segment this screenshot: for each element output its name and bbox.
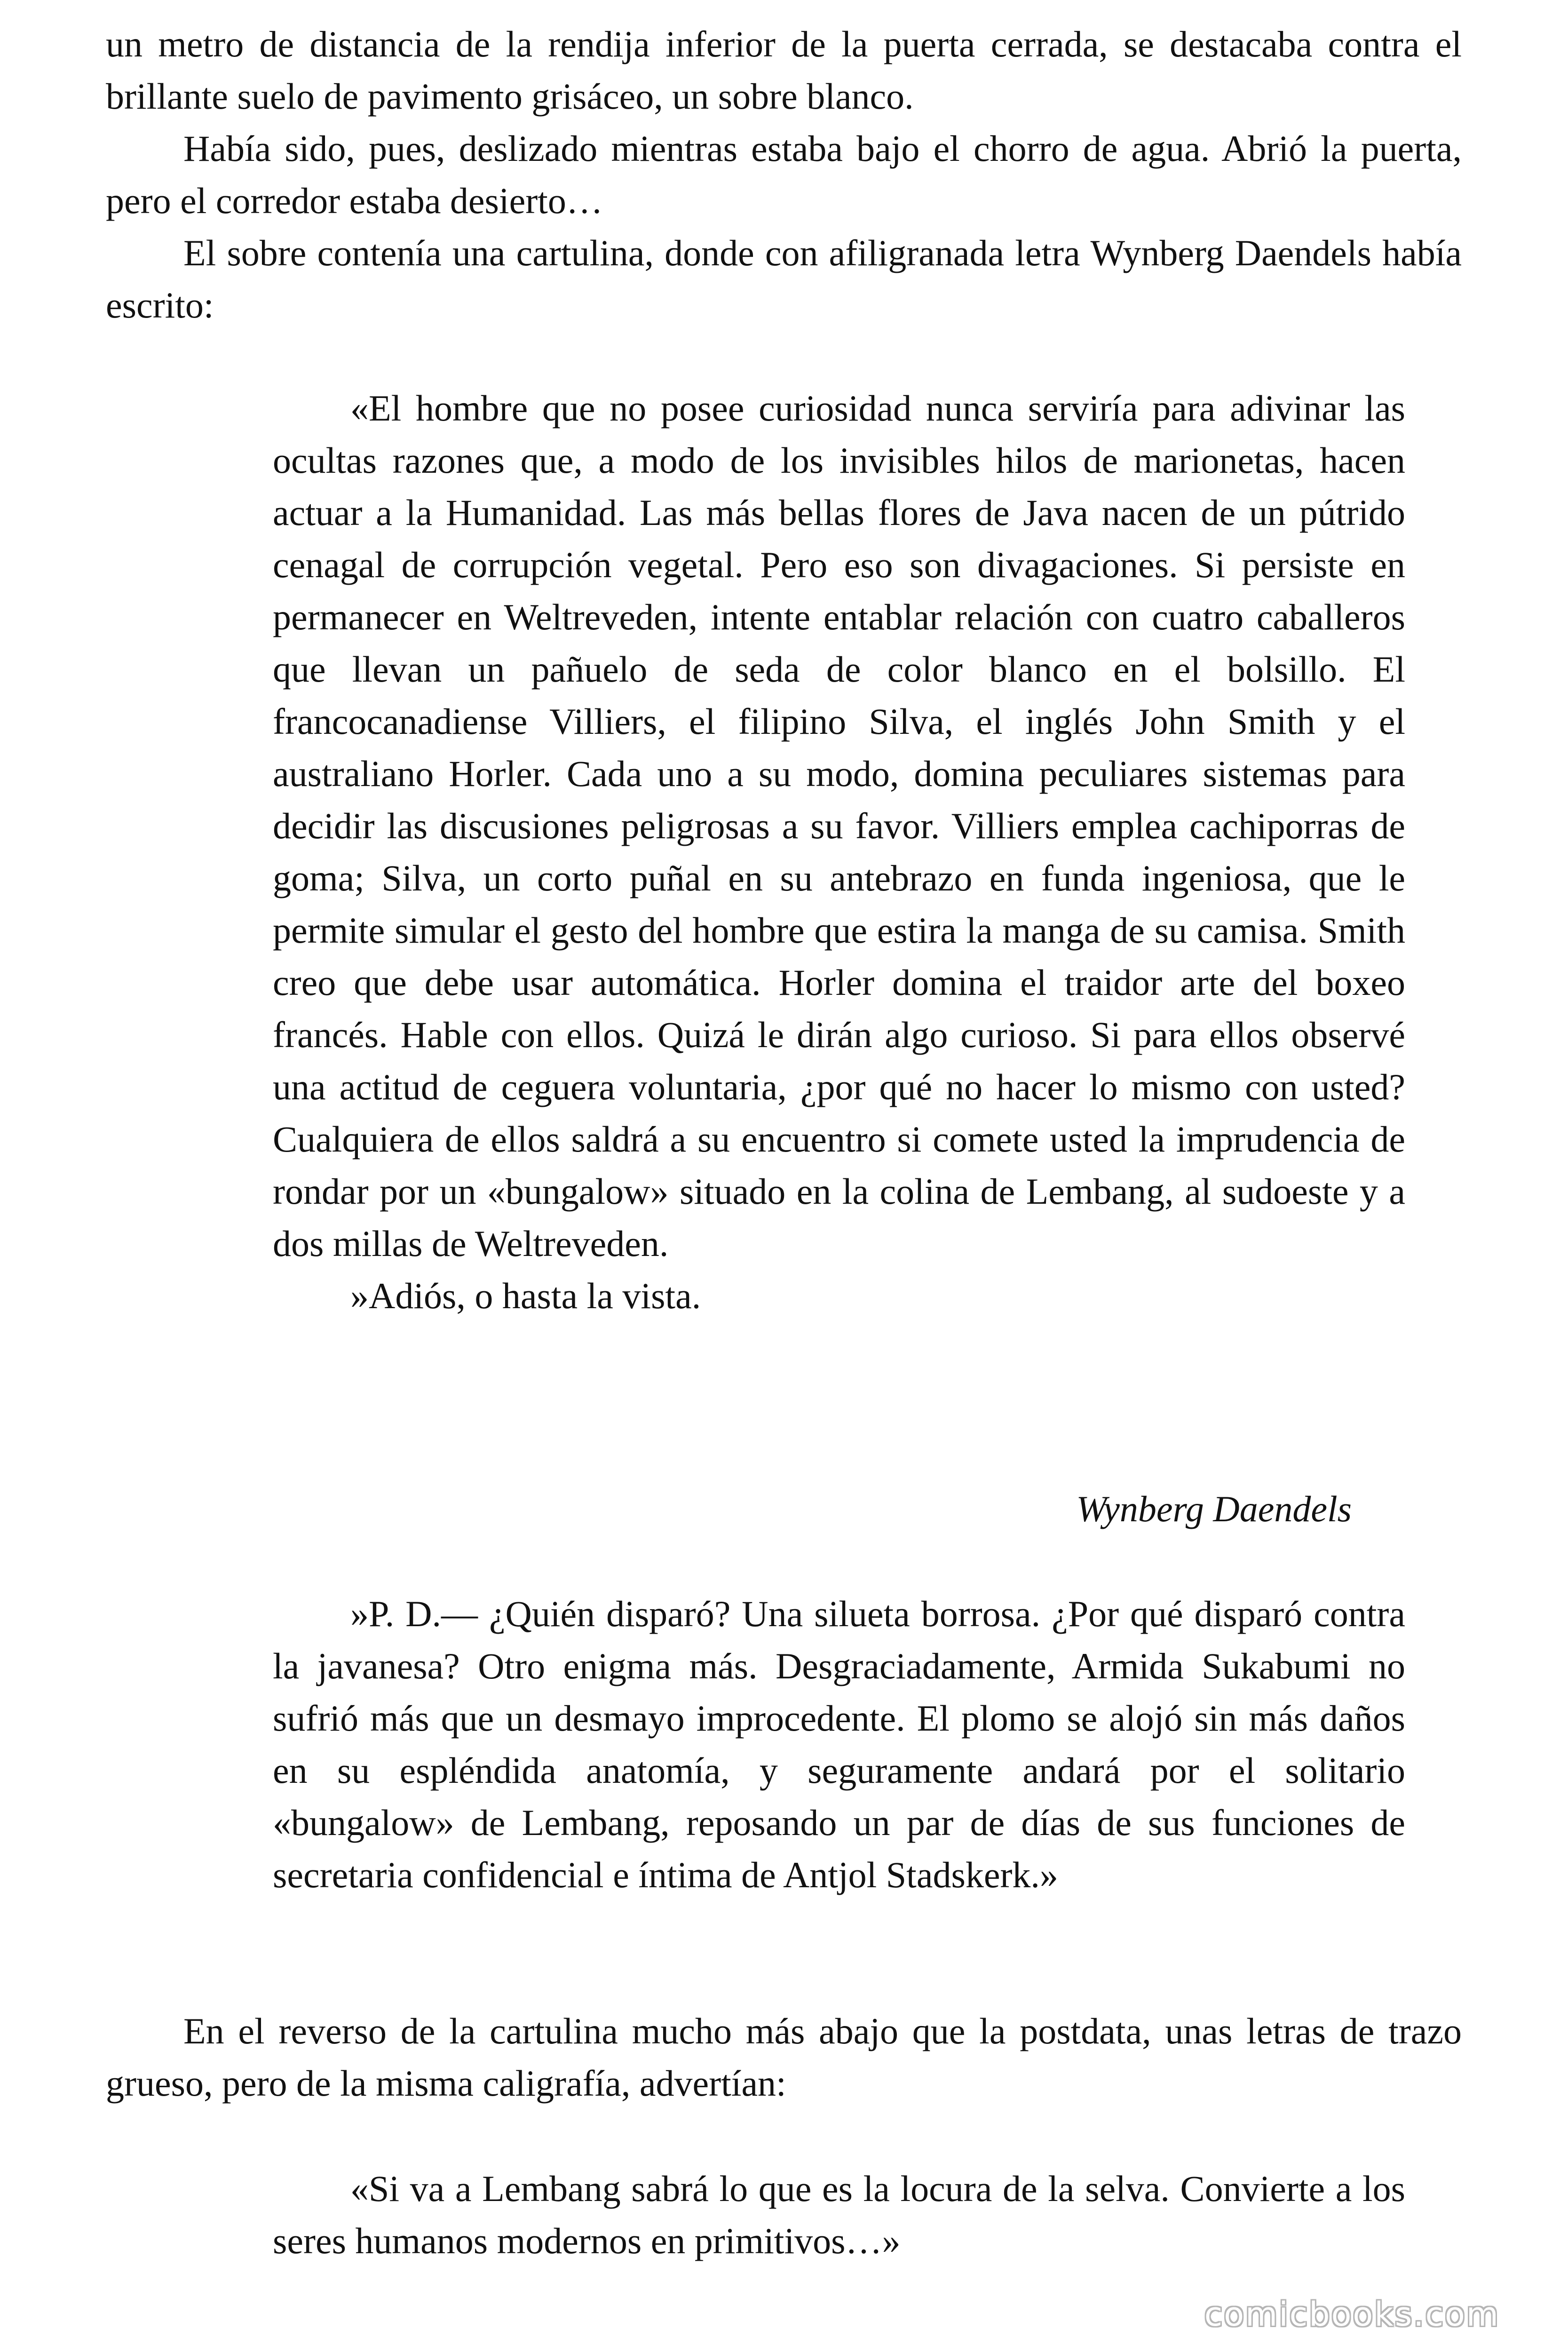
reverse-quote-block bbox=[273, 2162, 1405, 2267]
reverse-quote: «Si va a Lembang sabrá lo que es la locura de la selva. Convierte a los seres humanos modernos en primitivos…» bbox=[273, 2168, 1405, 2261]
watermark-text: comicbooks.com bbox=[1204, 2295, 1500, 2334]
opening-section bbox=[106, 18, 1462, 331]
letter-body: «El hombre que no posee curiosidad nunca serviría para adivinar las ocultas razones que, a modo de los invisibles hilos de marionetas, hacen actuar a la Humanidad. Las más bellas flores de Java nacen de un pútrido cenagal de corrupción vegetal. Pero eso son divagaciones. Si persiste en permanecer en Weltreveden, intente entablar relación con cuatro caballeros que llevan un pañuelo de seda de color blanco en el bolsillo. El francocanadiense Villiers, el filipino Silva, el inglés John Smith y el australiano Horler. Cada uno a su modo, domina peculiares sistemas para decidir las discusiones peligrosas a su favor. Villiers emplea cachiporras de goma; Silva, un corto puñal en su antebrazo en funda ingeniosa, que le permite simular el gesto del hombre que estira la manga de su camisa. Smith creo que debe usar automática. Horler domina el traidor arte del boxeo francés. Hable con ellos. Quizá le dirán algo curioso. Si para ellos observé una actitud de ceguera voluntaria, ¿por qué no hacer lo mismo con usted? Cualquiera de ellos saldrá a su encuentro si comete usted la imprudencia de rondar por un «bungalow» situado en la colina de Lembang, al sudoeste y a dos millas de Weltreveden. bbox=[273, 388, 1405, 1264]
postscript-block bbox=[273, 1588, 1405, 1901]
paragraph-envelope-slid: Había sido, pues, deslizado mientras estaba bajo el chorro de agua. Abrió la puerta, pero el corredor estaba desierto… bbox=[106, 128, 1462, 221]
paragraph-reverse: En el reverso de la cartulina mucho más abajo que la postdata, unas letras de trazo grueso, pero de la misma caligrafía, advertían: bbox=[106, 2010, 1462, 2104]
letter-signature: Wynberg Daendels bbox=[1076, 1488, 1352, 1529]
paragraph-continuation: un metro de distancia de la rendija inferior de la puerta cerrada, se destacaba contra el brillante suelo de pavimento grisáceo, un sobre blanco. bbox=[106, 24, 1462, 117]
reverse-section bbox=[106, 2005, 1462, 2109]
letter-postscript: »P. D.— ¿Quién disparó? Una silueta borrosa. ¿Por qué disparó contra la javanesa? Otro enigma más. Desgraciadamente, Armida Sukabumi no sufrió más que un desmayo improcedente. El plomo se alojó sin más daños en su espléndida anatomía, y seguramente andará por el solitario «bungalow» de Lembang, reposando un par de días de sus funciones de secretaria confidencial e íntima de Antjol Stadskerk.» bbox=[273, 1593, 1405, 1895]
letter-block bbox=[273, 382, 1405, 1322]
paragraph-card-content: El sobre contenía una cartulina, donde con afiligranada letra Wynberg Daendels había escrito: bbox=[106, 232, 1462, 326]
letter-farewell: »Adiós, o hasta la vista. bbox=[350, 1275, 701, 1316]
